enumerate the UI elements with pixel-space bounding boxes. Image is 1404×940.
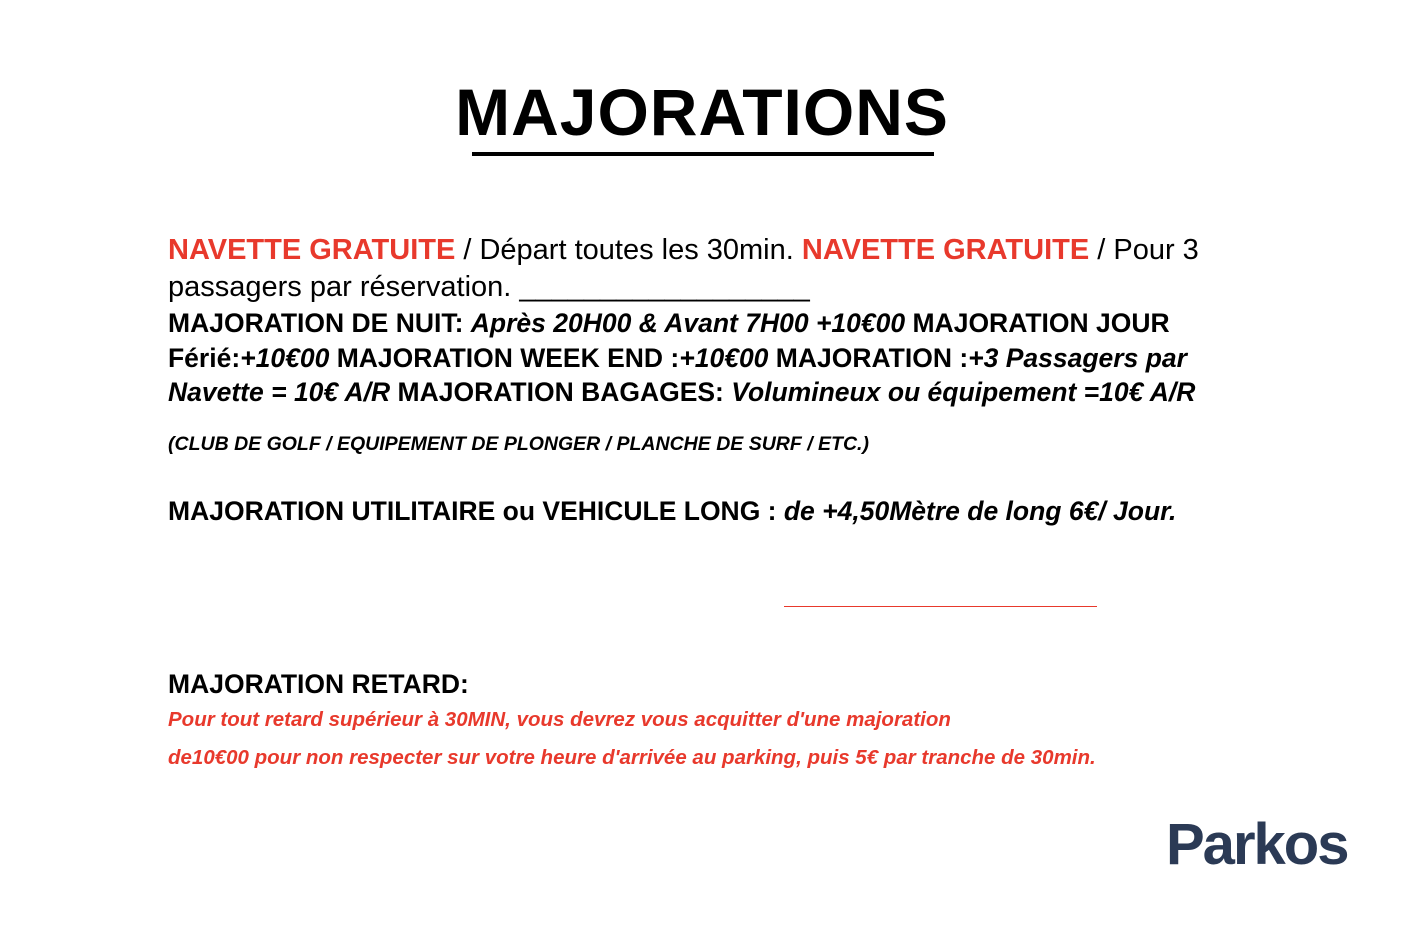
utilitaire-label: MAJORATION UTILITAIRE ou VEHICULE LONG : xyxy=(168,495,784,526)
passagers-label: MAJORATION : xyxy=(768,342,969,373)
bagages-label: MAJORATION BAGAGES: xyxy=(390,377,732,407)
title-underline xyxy=(472,152,934,156)
utilitaire-value: de +4,50Mètre de long 6€/ Jour. xyxy=(783,495,1177,526)
nuit-value: Après 20H00 & Avant 7H00 +10€00 xyxy=(470,308,906,338)
bagages-value: Volumineux ou équipement =10€ A/R xyxy=(731,377,1196,407)
nuit-label: MAJORATION DE NUIT: xyxy=(168,308,471,338)
jour-value: +10€00 xyxy=(240,342,330,373)
page-title: MAJORATIONS xyxy=(455,75,949,149)
parkos-logo: Parkos xyxy=(1166,812,1348,877)
retard-heading: MAJORATION RETARD: xyxy=(168,669,469,699)
shuttle-text-1: / Départ toutes les 30min. xyxy=(455,234,802,266)
weekend-label: MAJORATION WEEK END : xyxy=(329,342,680,373)
shuttle-paragraph xyxy=(168,232,1278,306)
utilitaire-paragraph xyxy=(168,494,1278,528)
bagages-note: (CLUB DE GOLF / EQUIPEMENT DE PLONGER / PLANCHE DE SURF / ETC.) xyxy=(168,432,869,455)
majorations-paragraph xyxy=(168,306,1278,410)
retard-line-1: Pour tout retard supérieur à 30MIN, vous devrez vous acquitter d'une majoration xyxy=(168,708,951,731)
passagers-value: +3 Passagers par Navette = 10€ A/R xyxy=(168,342,1187,407)
shuttle-text-2: / Pour 3 passagers par réservation. __________________ xyxy=(168,234,1199,303)
shuttle-label-2: NAVETTE GRATUITE xyxy=(801,234,1090,266)
main-content xyxy=(168,232,1278,528)
shuttle-label-1: NAVETTE GRATUITE xyxy=(168,234,456,266)
jour-label: MAJORATION JOUR Férié: xyxy=(168,308,1170,373)
red-divider xyxy=(784,606,1097,607)
retard-line-2: de10€00 pour non respecter sur votre heure d'arrivée au parking, puis 5€ par tranche de 30min. xyxy=(168,746,1096,769)
weekend-value: +10€00 xyxy=(679,342,769,373)
